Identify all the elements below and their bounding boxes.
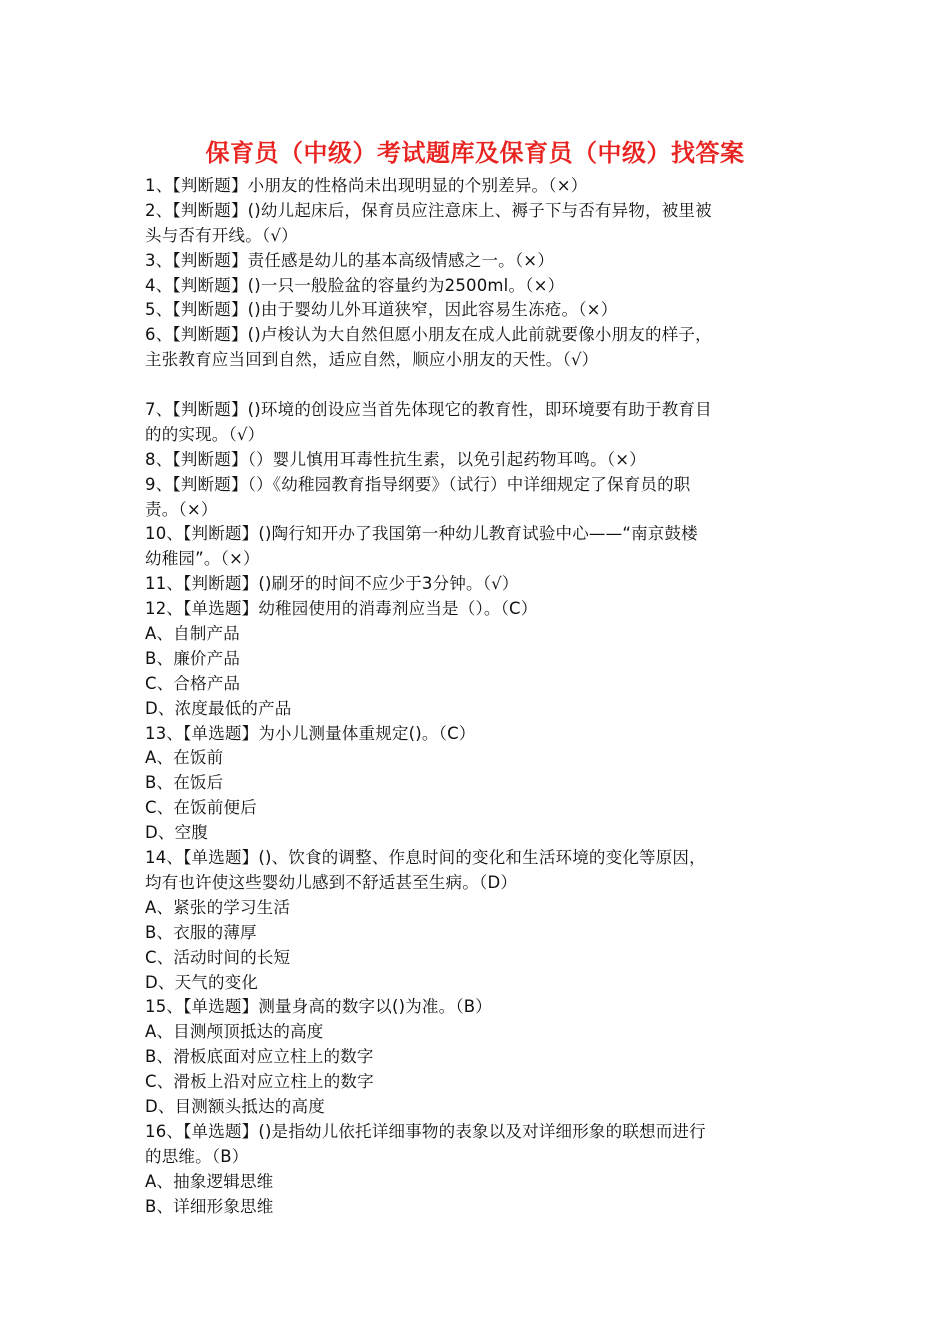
text-line: 6、【判断题】()卢梭认为大自然但愿小朋友在成人此前就要像小朋友的样子， bbox=[145, 325, 712, 345]
text-line: 9、【判断题】（）《幼稚园教育指导纲要》（试行）中详细规定了保育员的职 bbox=[145, 474, 691, 494]
text-line: 4、【判断题】()一只一般脸盆的容量约为2500ml。（×） bbox=[145, 275, 565, 295]
text-line: C、合格产品 bbox=[145, 673, 241, 693]
text-line: A、目测颅顶抵达的高度 bbox=[145, 1022, 324, 1042]
text-line: 1、【判断题】小朋友的性格尚未出现明显的个别差异。（×） bbox=[145, 176, 588, 195]
text-line: B、滑板底面对应立柱上的数字 bbox=[145, 1047, 374, 1067]
text-line: D、天气的变化 bbox=[145, 972, 259, 992]
text-line: 2、【判断题】()幼儿起床后，保育员应注意床上、褥子下与否有异物，被里被 bbox=[145, 200, 712, 220]
text-line: D、空腹 bbox=[145, 823, 209, 843]
text-line: B、在饭后 bbox=[145, 773, 224, 793]
text-line: A、在饭前 bbox=[145, 748, 224, 768]
question-list bbox=[145, 174, 810, 1219]
text-line: A、自制产品 bbox=[145, 624, 240, 644]
text-line: 3、【判断题】责任感是幼儿的基本高级情感之一。（×） bbox=[145, 250, 555, 270]
text-line: 5、【判断题】()由于婴幼儿外耳道狭窄，因此容易生冻疮。（×） bbox=[145, 300, 618, 320]
document-title: 保育员（中级）考试题库及保育员（中级）找答案 bbox=[205, 138, 745, 167]
text-line: 责。（×） bbox=[145, 499, 218, 519]
text-line: 主张教育应当回到自然，适应自然，顺应小朋友的天性。（√） bbox=[145, 350, 599, 370]
text-line: B、廉价产品 bbox=[145, 648, 241, 668]
text-line: D、目测额头抵达的高度 bbox=[145, 1096, 325, 1116]
text-line: 13、【单选题】为小儿测量体重规定()。（C） bbox=[145, 723, 476, 743]
text-line: C、滑板上沿对应立柱上的数字 bbox=[145, 1072, 374, 1092]
text-line: 的的实现。（√） bbox=[145, 424, 265, 444]
text-line: C、活动时间的长短 bbox=[145, 947, 291, 967]
text-line: B、衣服的薄厚 bbox=[145, 922, 257, 942]
text-line: 11、【判断题】()刷牙的时间不应少于3分钟。（√） bbox=[145, 574, 519, 594]
text-line: 均有也许使这些婴幼儿感到不舒适甚至生病。（D） bbox=[145, 872, 518, 892]
text-line: A、抽象逻辑思维 bbox=[145, 1171, 274, 1191]
text-line: 的思维。（B） bbox=[145, 1146, 249, 1166]
text-line: 头与否有开线。（√） bbox=[145, 225, 298, 245]
text-line: 12、【单选题】幼稚园使用的消毒剂应当是（）。（C） bbox=[145, 599, 538, 619]
text-line: 10、【判断题】()陶行知开办了我国第一种幼儿教育试验中心——“南京鼓楼 bbox=[145, 524, 698, 544]
text-line: 8、【判断题】（）婴儿慎用耳毒性抗生素，以免引起药物耳鸣。（×） bbox=[145, 449, 646, 469]
text-line: B、详细形象思维 bbox=[145, 1196, 274, 1216]
text-line: 15、【单选题】测量身高的数字以()为准。（B） bbox=[145, 997, 492, 1017]
text-line: C、在饭前便后 bbox=[145, 798, 257, 818]
text-line: 14、【单选题】()、饮食的调整、作息时间的变化和生活环境的变化等原因， bbox=[145, 848, 706, 868]
text-line: D、浓度最低的产品 bbox=[145, 698, 292, 718]
text-line: A、紧张的学习生活 bbox=[145, 897, 291, 917]
text-line: 16、【单选题】()是指幼儿依托详细事物的表象以及对详细形象的联想而进行 bbox=[145, 1121, 706, 1141]
blank-line bbox=[145, 373, 810, 398]
text-line: 幼稚园”。（×） bbox=[145, 549, 260, 569]
text-line: 7、【判断题】()环境的创设应当首先体现它的教育性，即环境要有助于教育目 bbox=[145, 400, 712, 420]
